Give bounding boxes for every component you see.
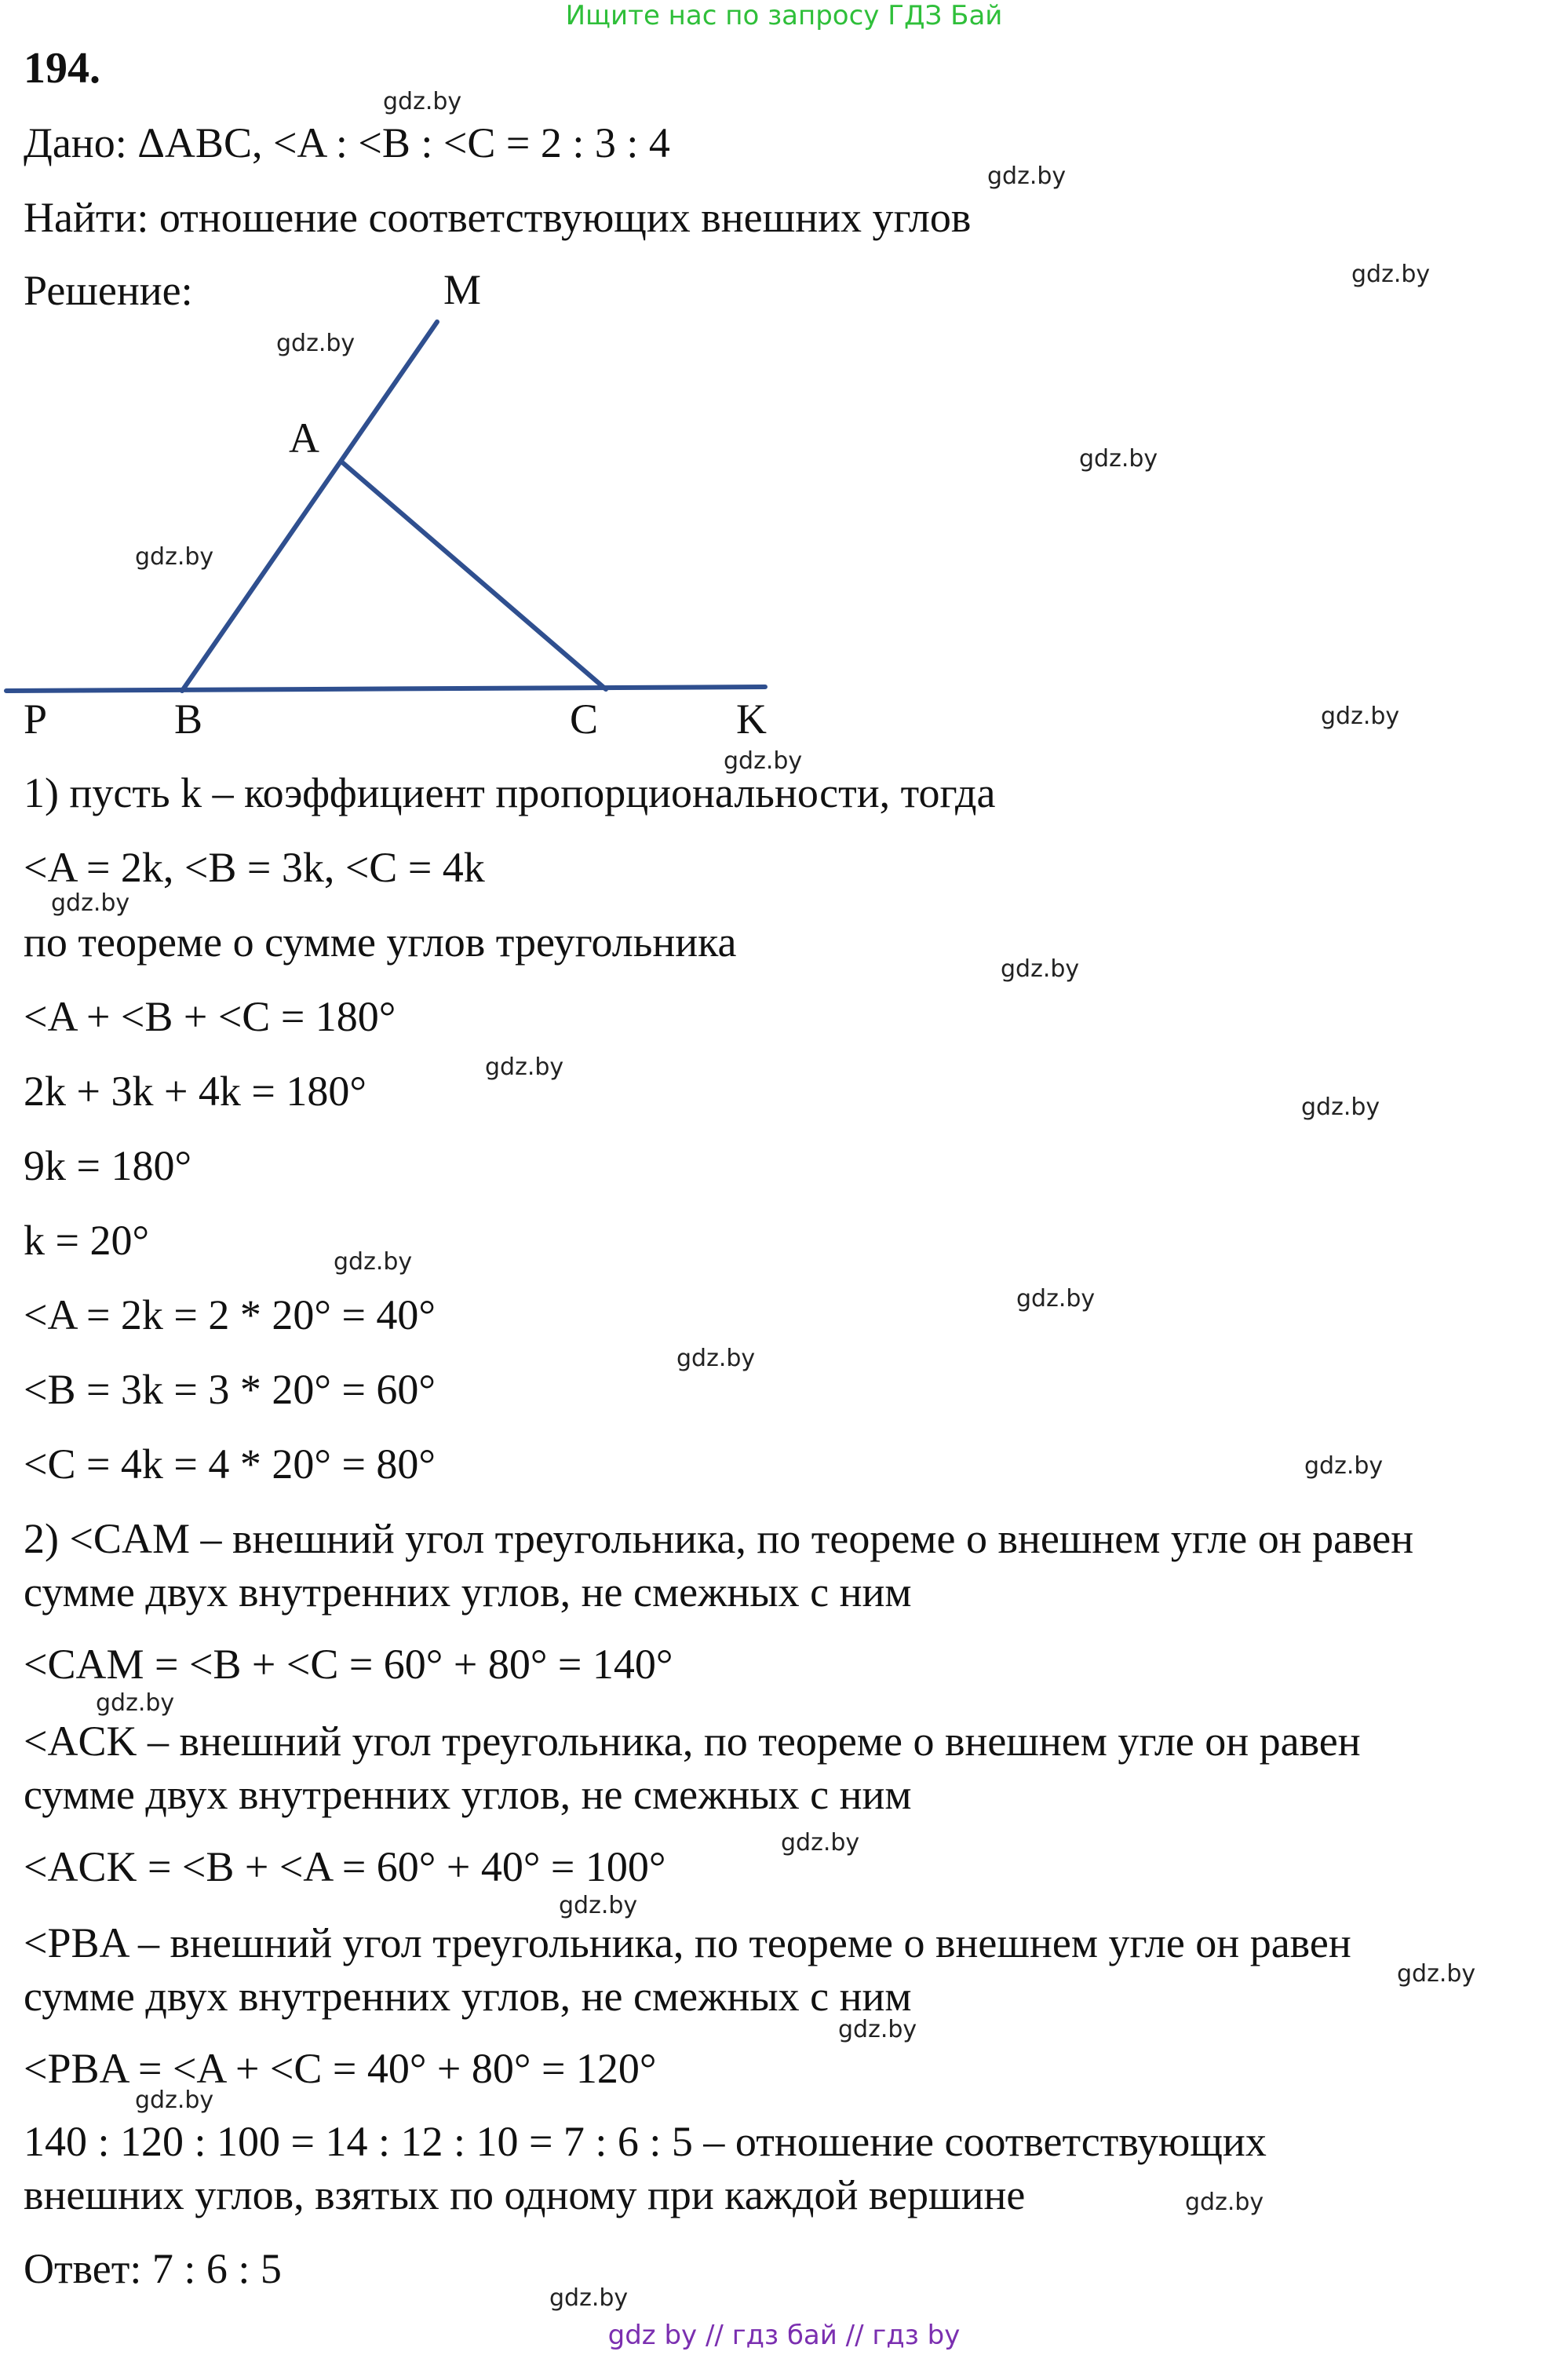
step-line: 140 : 120 : 100 = 14 : 12 : 10 = 7 : 6 : 5 – отношение соответствующих bbox=[24, 2118, 1267, 2165]
step-line: по теореме о сумме углов треугольника bbox=[24, 918, 737, 966]
step-line: <ACK = <B + <A = 60° + 40° = 100° bbox=[24, 1843, 666, 1890]
step-line: <C = 4k = 4 * 20° = 80° bbox=[24, 1440, 436, 1488]
watermark: gdz.by bbox=[1079, 445, 1158, 473]
watermark: gdz.by bbox=[276, 330, 356, 357]
watermark: gdz.by bbox=[1351, 261, 1431, 288]
step-line: <B = 3k = 3 * 20° = 60° bbox=[24, 1366, 436, 1413]
watermark: gdz.by bbox=[1397, 1960, 1476, 1988]
label-a: A bbox=[289, 414, 319, 462]
watermark: gdz.by bbox=[987, 162, 1067, 190]
step-line: сумме двух внутренних углов, не смежных с ним bbox=[24, 1771, 912, 1818]
watermark: gdz.by bbox=[1016, 1285, 1096, 1313]
step-line: сумме двух внутренних углов, не смежных с ним bbox=[24, 1568, 912, 1616]
step-line: сумме двух внутренних углов, не смежных с ним bbox=[24, 1973, 912, 2020]
watermark: gdz.by bbox=[135, 543, 214, 571]
watermark: gdz.by bbox=[724, 747, 803, 775]
watermark: gdz.by bbox=[383, 88, 462, 115]
label-p: P bbox=[24, 696, 48, 743]
watermark: gdz.by bbox=[838, 2016, 917, 2043]
watermark: gdz.by bbox=[96, 1689, 175, 1717]
step-line: 9k = 180° bbox=[24, 1142, 192, 1189]
problem-number: 194. bbox=[24, 44, 100, 93]
step-line: <ACK – внешний угол треугольника, по теореме о внешнем угле он равен bbox=[24, 1718, 1361, 1765]
step-line: 2k + 3k + 4k = 180° bbox=[24, 1068, 366, 1115]
watermark: gdz.by bbox=[1301, 1094, 1380, 1121]
step-line: <CAM = <B + <C = 60° + 80° = 140° bbox=[24, 1641, 673, 1688]
label-b: B bbox=[174, 696, 203, 743]
label-k: K bbox=[736, 696, 767, 743]
answer-line: Ответ: 7 : 6 : 5 bbox=[24, 2245, 282, 2292]
label-c: C bbox=[570, 696, 599, 743]
line-pk bbox=[6, 687, 765, 691]
side-ac bbox=[341, 462, 606, 689]
watermark: gdz.by bbox=[1304, 1452, 1384, 1480]
watermark: gdz.by bbox=[781, 1829, 860, 1857]
step-line: внешних углов, взятых по одному при каждой вершине bbox=[24, 2171, 1026, 2218]
solution-label: Решение: bbox=[24, 267, 193, 314]
footer-links: gdz by // гдз бай // гдз by bbox=[607, 2320, 961, 2351]
watermark: gdz.by bbox=[559, 1892, 638, 1919]
triangle-diagram bbox=[0, 298, 1568, 738]
watermark: gdz.by bbox=[1321, 703, 1400, 730]
step-line: <PBA – внешний угол треугольника, по теореме о внешнем угле он равен bbox=[24, 1919, 1351, 1966]
given-line: Дано: ΔABC, <A : <B : <C = 2 : 3 : 4 bbox=[24, 119, 670, 166]
find-line: Найти: отношение соответствующих внешних углов bbox=[24, 194, 972, 241]
watermark: gdz.by bbox=[51, 889, 130, 917]
watermark: gdz.by bbox=[334, 1248, 413, 1276]
step-line: <PBA = <A + <C = 40° + 80° = 120° bbox=[24, 2045, 657, 2092]
watermark: gdz.by bbox=[676, 1345, 756, 1372]
ray-bm bbox=[182, 322, 437, 691]
step-line: <A = 2k, <B = 3k, <C = 4k bbox=[24, 844, 485, 891]
watermark: gdz.by bbox=[485, 1053, 564, 1081]
step-line: 2) <CAM – внешний угол треугольника, по теореме о внешнем угле он равен bbox=[24, 1515, 1414, 1562]
watermark: gdz.by bbox=[135, 2087, 214, 2114]
label-m: M bbox=[443, 266, 482, 313]
watermark: gdz.by bbox=[549, 2284, 629, 2312]
step-line: 1) пусть k – коэффициент пропорциональности, тогда bbox=[24, 769, 996, 816]
top-banner: Ищите нас по запросу ГДЗ Бай bbox=[565, 0, 1003, 31]
step-line: k = 20° bbox=[24, 1217, 150, 1264]
watermark: gdz.by bbox=[1001, 955, 1080, 983]
watermark: gdz.by bbox=[1185, 2189, 1264, 2216]
step-line: <A = 2k = 2 * 20° = 40° bbox=[24, 1291, 436, 1338]
step-line: <A + <B + <C = 180° bbox=[24, 993, 396, 1040]
